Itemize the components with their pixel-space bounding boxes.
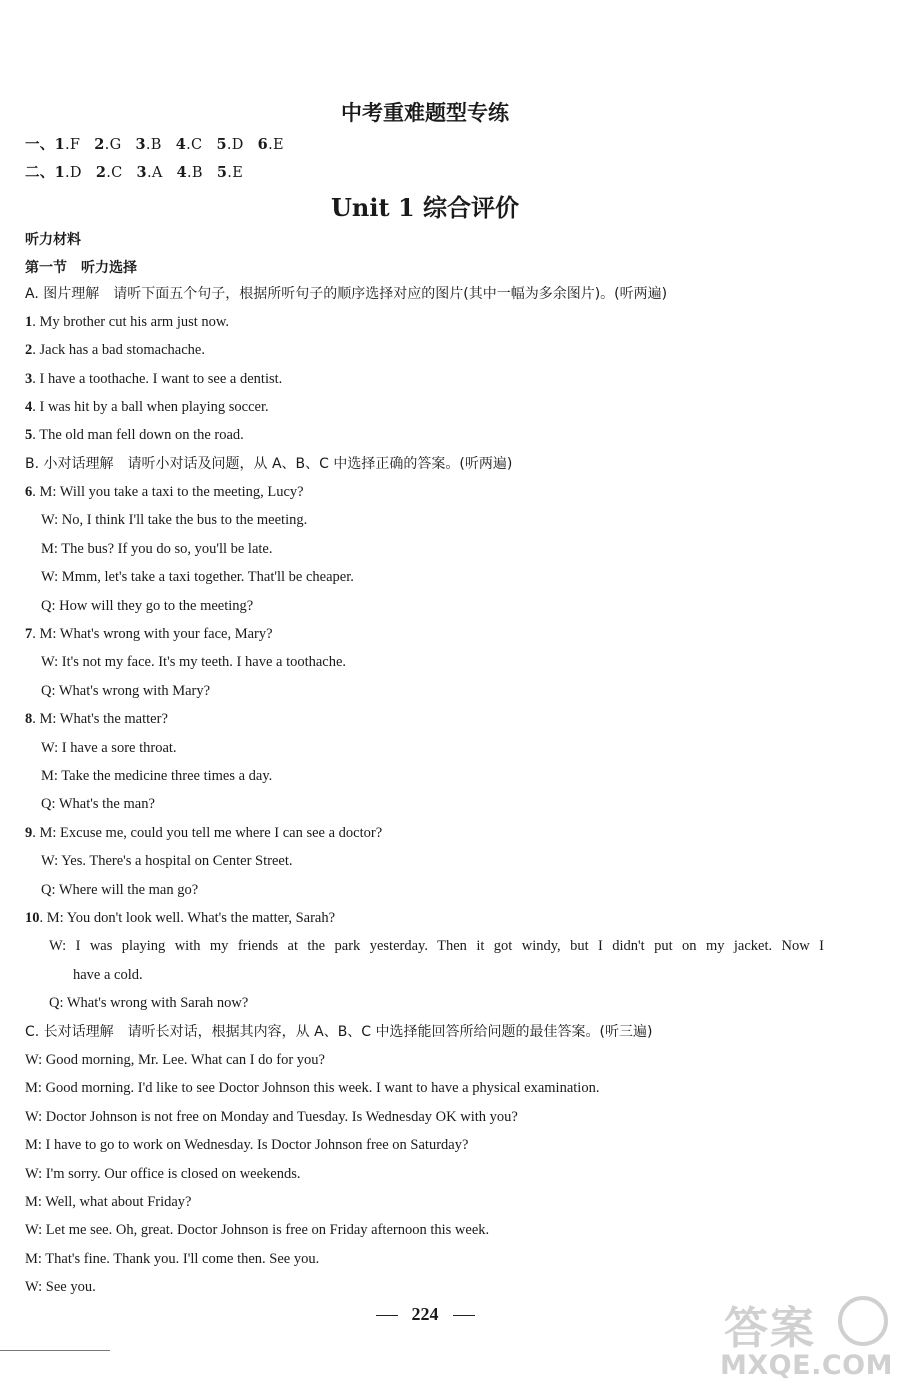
dialogue-line: W: Mmm, let's take a taxi together. That'll be cheaper. bbox=[41, 569, 354, 586]
dialogue-question-start: 7. M: What's wrong with your face, Mary? bbox=[25, 626, 273, 642]
dialogue-line: W: I have a sore throat. bbox=[41, 739, 177, 756]
heading-section-1: 第一节 听力选择 bbox=[25, 260, 137, 276]
dialogue-line: W: I was playing with my friends at the park yesterday. Then it got windy, but I didn't put on my jacket. Now I bbox=[49, 938, 824, 955]
long-dialogue-line: W: Good morning, Mr. Lee. What can I do for you? bbox=[25, 1052, 325, 1068]
dialogue-line: have a cold. bbox=[73, 966, 143, 983]
answer-item: 6.E bbox=[257, 136, 284, 153]
long-dialogue-line: M: I have to go to work on Wednesday. Is Doctor Johnson free on Saturday? bbox=[25, 1137, 469, 1154]
answer-key-row-2 bbox=[25, 161, 257, 182]
dialogue-question-start: 6. M: Will you take a taxi to the meeting, Lucy? bbox=[25, 484, 304, 500]
part-a-item: 4. I was hit by a ball when playing soccer. bbox=[25, 398, 269, 415]
page-number-text: 224 bbox=[411, 1304, 439, 1324]
answer-item: 2.C bbox=[95, 164, 123, 181]
dialogue-line: W: It's not my face. It's my teeth. I have a toothache. bbox=[41, 654, 347, 671]
dialogue-line: W: No, I think I'll take the bus to the meeting. bbox=[41, 512, 308, 529]
answer-item: 4.B bbox=[176, 164, 203, 181]
part-a-item: 5. The old man fell down on the road. bbox=[25, 427, 244, 444]
part-a-instruction: A. 图片理解 请听下面五个句子，根据所听句子的顺序选择对应的图片(其中一幅为多余图片)。(听两遍) bbox=[25, 286, 668, 302]
answer-key-row-1 bbox=[25, 133, 298, 154]
long-dialogue-line: W: Doctor Johnson is not free on Monday and Tuesday. Is Wednesday OK with you? bbox=[25, 1108, 518, 1125]
answer-item: 3.B bbox=[135, 136, 162, 153]
dash-right bbox=[453, 1315, 475, 1316]
watermark-url: MXQE.COM bbox=[720, 1350, 893, 1381]
dialogue-line: Q: Where will the man go? bbox=[41, 881, 199, 898]
part-a-item: 3. I have a toothache. I want to see a dentist. bbox=[25, 370, 283, 387]
long-dialogue-line: M: That's fine. Thank you. I'll come then. See you. bbox=[25, 1250, 320, 1267]
dialogue-line: Q: What's wrong with Mary? bbox=[41, 682, 211, 699]
part-a-item: 2. Jack has a bad stomachache. bbox=[25, 342, 205, 359]
dialogue-line: M: The bus? If you do so, you'll be late. bbox=[41, 540, 273, 557]
answer-item: 3.A bbox=[136, 164, 163, 181]
watermark-circle-icon bbox=[838, 1296, 888, 1346]
heading-listening-material: 听力材料 bbox=[25, 232, 81, 248]
long-dialogue-line: M: Well, what about Friday? bbox=[25, 1194, 192, 1210]
answer-item: 1.D bbox=[54, 164, 82, 181]
dash-left bbox=[376, 1315, 398, 1316]
dialogue-question-start: 9. M: Excuse me, could you tell me where I can see a doctor? bbox=[25, 824, 383, 841]
answer-row-prefix: 二、 bbox=[25, 165, 55, 181]
answer-item: 5.E bbox=[216, 164, 244, 181]
part-c-instruction: C. 长对话理解 请听长对话，根据其内容，从 A、B、C 中选择能回答所给问题的最佳答案。(听三遍) bbox=[25, 1024, 653, 1040]
answer-item: 5.D bbox=[216, 136, 244, 153]
answer-item: 4.C bbox=[175, 136, 203, 153]
dialogue-line: Q: What's wrong with Sarah now? bbox=[49, 995, 249, 1012]
dialogue-question-start: 8. M: What's the matter? bbox=[25, 711, 168, 728]
long-dialogue-line: M: Good morning. I'd like to see Doctor Johnson this week. I want to have a physical examination. bbox=[25, 1080, 600, 1097]
part-a-item: 1. My brother cut his arm just now. bbox=[25, 314, 230, 330]
answer-item: 2.G bbox=[94, 136, 122, 153]
part-b-instruction: B. 小对话理解 请听小对话及问题，从 A、B、C 中选择正确的答案。(听两遍) bbox=[25, 456, 513, 472]
long-dialogue-line: W: I'm sorry. Our office is closed on weekends. bbox=[25, 1165, 301, 1182]
dialogue-line: Q: What's the man? bbox=[41, 796, 155, 813]
watermark-cn: 答案 bbox=[724, 1303, 816, 1354]
long-dialogue-line: W: Let me see. Oh, great. Doctor Johnson is free on Friday afternoon this week. bbox=[25, 1222, 490, 1239]
watermark-logo bbox=[718, 1292, 896, 1384]
answer-row-prefix: 一、 bbox=[25, 137, 55, 153]
answer-item: 1.F bbox=[54, 136, 81, 153]
dialogue-question-start: 10. M: You don't look well. What's the matter, Sarah? bbox=[25, 910, 336, 926]
dialogue-line: M: Take the medicine three times a day. bbox=[41, 768, 273, 784]
dialogue-line: W: Yes. There's a hospital on Center Street. bbox=[41, 853, 293, 870]
bottom-rule bbox=[0, 1350, 110, 1351]
unit-title: Unit 1 综合评价 bbox=[331, 193, 519, 222]
long-dialogue-line: W: See you. bbox=[25, 1279, 96, 1296]
section-title: 中考重难题型专练 bbox=[341, 100, 509, 125]
dialogue-line: Q: How will they go to the meeting? bbox=[41, 597, 254, 614]
